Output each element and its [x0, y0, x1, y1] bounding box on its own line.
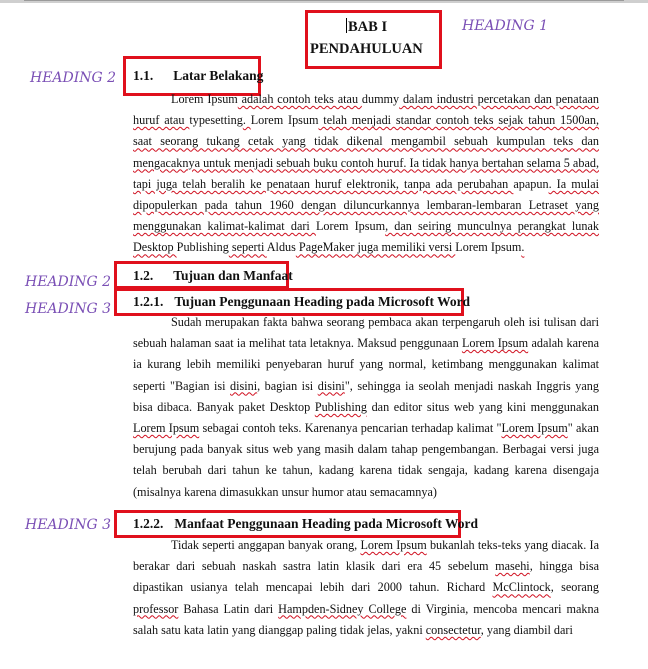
section-number: 1.2.1.	[133, 294, 164, 309]
spellcheck-flagged-word: Lorem Ipsum	[133, 421, 200, 436]
spellcheck-flagged-word: adalah contoh teks atau	[237, 92, 362, 106]
section-title: Manfaat Penggunaan Heading pada Microsoft Word	[174, 516, 479, 531]
spellcheck-flagged-word: .	[521, 240, 525, 255]
paragraph-text-run: Lorem Ipsum	[171, 92, 238, 106]
spellcheck-flagged-word: Lorem Ipsum	[501, 421, 568, 436]
spellcheck-flagged-word: Lorem Ipsum	[461, 336, 529, 351]
spellcheck-flagged-word: professor	[133, 601, 179, 616]
paragraph-text-run: Tidak seperti anggapan banyak orang,	[171, 538, 361, 552]
paragraph-text-run: Lorem Ipsum	[455, 240, 522, 255]
spellcheck-flagged-word: dalam industri percetakan dan penataan huruf atau	[133, 92, 599, 128]
paragraph-text-run: , bagian isi	[257, 378, 318, 393]
spellcheck-flagged-word: masehi	[495, 559, 530, 574]
paragraph-latar-belakang[interactable]	[133, 89, 599, 259]
spellcheck-flagged-word: PageMaker juga memiliki versi	[295, 240, 456, 255]
paragraph-text-run: apapun	[513, 176, 549, 191]
spellcheck-flagged-word: disini	[317, 378, 345, 393]
section-title: Latar Belakang	[173, 68, 264, 83]
heading3-style-tag: HEADING 3	[25, 301, 112, 317]
paragraph-text-run: , seorang	[550, 580, 599, 595]
section-number: 1.2.	[133, 268, 154, 283]
paragraph-text-run: , hingga bisa dipastikan usianya telah mencapai lebih dari 2000 tahun. Richard	[133, 559, 599, 595]
spellcheck-flagged-word: McClintock	[492, 580, 551, 595]
spellcheck-flagged-word: seperti	[228, 240, 267, 255]
section-number: 1.1.	[133, 68, 154, 83]
paragraph-text-run: typesetting	[189, 113, 243, 128]
spellcheck-flagged-word: . Ia mulai dipopulerkan pada tahun 1960 dengan diluncurkannya lembaran-lembaran Letraset yang menggunakan kalimat-kalimat dari	[133, 176, 599, 234]
spellcheck-flagged-word: disini	[230, 378, 258, 393]
paragraph-text-run: " akan berujung pada banyak situs web yang masih dalam tahap pengembangan. Berbagai versi juga telah berubah dari tahun ke tahun, kadang karena tidak sengaja, kadang karena disengaja (misalnya karena dimasukkan unsur humor atau semacamnya)	[133, 421, 599, 499]
spellcheck-flagged-word: telah menjadi standar contoh teks sejak tahun 1500an, saat seorang tukang cetak yang tidak dikenal mengambil sebuah kumpulan teks dan mengacaknya untuk menjadi sebuah buku contoh huruf. Ia tidak hanya bertahan selama 5 abad, tapi juga telah beralih ke penataan huruf elektronik, tanpa ada perubahan	[133, 113, 600, 191]
paragraph-text-run: Lorem Ipsum	[315, 219, 386, 234]
paragraph-text-run: di Virginia, mencoba mencari makna salah satu kata latin yang dianggap paling tidak jelas, yakni	[133, 601, 599, 637]
heading3-style-tag: HEADING 3	[25, 517, 112, 533]
paragraph-text-run: bukanlah teks-teks yang diacak. Ia berakar dari sebuah naskah sastra latin klasik dari era 45 sebelum	[133, 538, 599, 574]
spellcheck-flagged-word: consectetur	[425, 622, 481, 637]
section-1-2-1-heading[interactable]	[133, 294, 470, 310]
paragraph-text-run: Publishing	[176, 240, 229, 255]
section-title: Tujuan Penggunaan Heading pada Microsoft Word	[174, 294, 471, 309]
paragraph-manfaat[interactable]	[133, 535, 599, 641]
chapter-label[interactable]: BAB I	[348, 19, 388, 35]
paragraph-text-run: sebagai contoh teks. Karenanya pencarian terhadap kalimat "	[199, 421, 502, 436]
paragraph-text-run: dummy	[361, 92, 400, 106]
text-cursor	[346, 18, 347, 33]
paragraph-text-run: Aldus	[266, 240, 296, 255]
chapter-title[interactable]: PENDAHULUAN	[310, 41, 423, 57]
heading2-style-tag: HEADING 2	[30, 70, 117, 86]
paragraph-tujuan[interactable]	[133, 312, 599, 503]
section-title: Tujuan dan Manfaat	[173, 268, 293, 283]
section-1-2-heading[interactable]	[133, 268, 293, 284]
paragraph-text-run: ", sehingga ia seolah menjadi naskah Inggris yang bisa dibaca. Banyak paket Desktop	[133, 378, 599, 414]
paragraph-text-run: Lorem Ipsum	[250, 113, 319, 128]
spellcheck-flagged-word: Publishing	[314, 399, 367, 414]
section-1-2-2-heading[interactable]	[133, 516, 478, 532]
paragraph-text-run: Sudah merupakan fakta bahwa seorang pembaca akan terpengaruh oleh isi tulisan dari sebuah halaman saat ia melihat tata letaknya. Maksud penggunaan	[133, 315, 599, 351]
spellcheck-flagged-word: Lorem Ipsum	[360, 538, 427, 552]
paragraph-text-run: dan editor situs web yang kini menggunakan	[366, 399, 599, 414]
paragraph-text-run: adalah karena ia kurang lebih memiliki penyebaran huruf yang normal, ketimbang menggunakan kalimat seperti "Bagian isi	[133, 336, 599, 393]
paragraph-text-run: Bahasa Latin dari	[178, 601, 279, 616]
section-1-1-heading[interactable]	[133, 68, 263, 84]
spellcheck-flagged-word: .	[242, 113, 251, 128]
heading2-style-tag: HEADING 2	[25, 274, 112, 290]
heading1-style-tag: HEADING 1	[462, 18, 549, 34]
spellcheck-flagged-word: , dan seiring munculnya perangkat lunak Desktop	[133, 219, 599, 255]
spellcheck-flagged-word: Hampden-Sidney College	[278, 601, 407, 616]
paragraph-text-run: , yang diambil dari	[480, 622, 573, 637]
section-number: 1.2.2.	[133, 516, 164, 531]
